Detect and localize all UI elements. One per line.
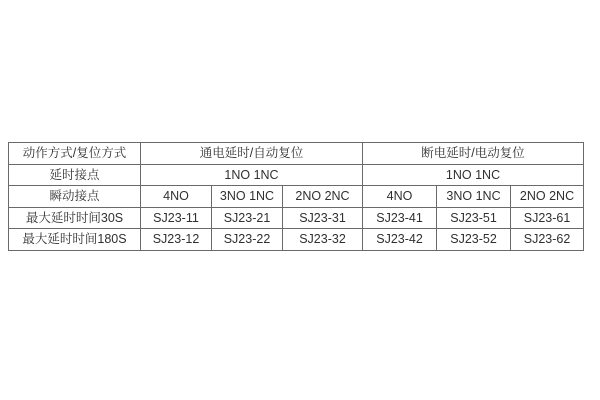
instant-contacts-right-3no1nc: 3NO 1NC <box>437 186 511 208</box>
row-label-instant-contacts: 瞬动接点 <box>9 186 141 208</box>
row-label-action-reset-mode: 动作方式/复位方式 <box>9 143 141 165</box>
model-cell: SJ23-51 <box>437 207 511 229</box>
row-label-max-delay-180s: 最大延时时间180S <box>9 229 141 251</box>
model-cell: SJ23-42 <box>363 229 437 251</box>
table-row <box>9 186 584 208</box>
table-row <box>9 164 584 186</box>
table-row <box>9 143 584 165</box>
instant-contacts-left-2no2nc: 2NO 2NC <box>283 186 363 208</box>
delay-contacts-left-value: 1NO 1NC <box>141 164 363 186</box>
model-cell: SJ23-61 <box>511 207 584 229</box>
model-cell: SJ23-41 <box>363 207 437 229</box>
table-row <box>9 229 584 251</box>
model-cell: SJ23-21 <box>212 207 283 229</box>
model-cell: SJ23-11 <box>141 207 212 229</box>
delay-contacts-right-value: 1NO 1NC <box>363 164 584 186</box>
instant-contacts-right-2no2nc: 2NO 2NC <box>511 186 584 208</box>
instant-contacts-left-3no1nc: 3NO 1NC <box>212 186 283 208</box>
table-row <box>9 207 584 229</box>
header-power-on-delay-auto-reset: 通电延时/自动复位 <box>141 143 363 165</box>
relay-spec-table <box>8 142 584 251</box>
model-cell: SJ23-31 <box>283 207 363 229</box>
instant-contacts-left-4no: 4NO <box>141 186 212 208</box>
row-label-delay-contacts: 延时接点 <box>9 164 141 186</box>
model-cell: SJ23-22 <box>212 229 283 251</box>
instant-contacts-right-4no: 4NO <box>363 186 437 208</box>
row-label-max-delay-30s: 最大延时时间30S <box>9 207 141 229</box>
model-cell: SJ23-12 <box>141 229 212 251</box>
model-cell: SJ23-52 <box>437 229 511 251</box>
model-cell: SJ23-62 <box>511 229 584 251</box>
header-power-off-delay-electric-reset: 断电延时/电动复位 <box>363 143 584 165</box>
model-cell: SJ23-32 <box>283 229 363 251</box>
